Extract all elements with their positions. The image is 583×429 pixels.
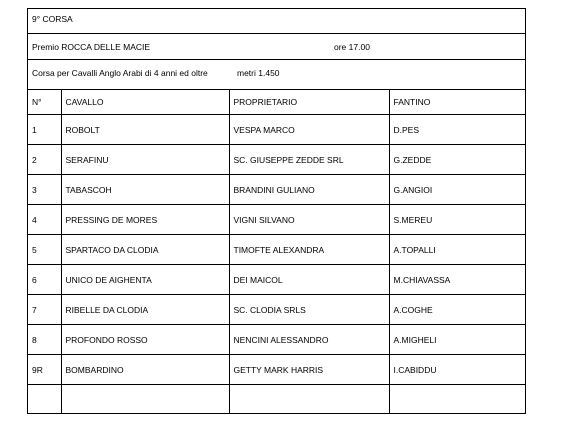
race-description: Corsa per Cavalli Anglo Arabi di 4 anni ed oltre [32, 68, 208, 78]
table-row [28, 115, 525, 145]
owner-cell: BRANDINI GULIANO [229, 175, 389, 205]
jockey-cell: G.ANGIOI [389, 175, 525, 205]
jockey-cell [389, 385, 525, 414]
table-row [28, 385, 525, 414]
number-cell: 8 [28, 325, 61, 355]
header-horse: CAVALLO [61, 90, 229, 115]
number-cell [28, 385, 61, 414]
premio-row [28, 34, 525, 60]
table-row [28, 355, 525, 385]
table-row [28, 205, 525, 235]
owner-cell: GETTY MARK HARRIS [229, 355, 389, 385]
table-row [28, 295, 525, 325]
table-row [28, 265, 525, 295]
jockey-cell: I.CABIDDU [389, 355, 525, 385]
race-card [27, 8, 526, 414]
jockey-cell: M.CHIAVASSA [389, 265, 525, 295]
number-cell: 9R [28, 355, 61, 385]
horse-cell: PRESSING DE MORES [61, 205, 229, 235]
table-row [28, 175, 525, 205]
number-cell: 3 [28, 175, 61, 205]
premio-name: Premio ROCCA DELLE MACIE [32, 42, 151, 52]
race-title: 9° CORSA [32, 14, 73, 24]
horse-cell: BOMBARDINO [61, 355, 229, 385]
horse-cell: ROBOLT [61, 115, 229, 145]
race-distance: metri 1.450 [237, 68, 280, 78]
jockey-cell: G.ZEDDE [389, 145, 525, 175]
race-time: ore 17.00 [334, 42, 370, 52]
description-row [28, 60, 525, 90]
horse-cell: RIBELLE DA CLODIA [61, 295, 229, 325]
horse-cell: SPARTACO DA CLODIA [61, 235, 229, 265]
number-cell: 5 [28, 235, 61, 265]
jockey-cell: S.MEREU [389, 205, 525, 235]
owner-cell: SC. CLODIA SRLS [229, 295, 389, 325]
jockey-cell: A.MIGHELI [389, 325, 525, 355]
horse-cell [61, 385, 229, 414]
horse-cell: UNICO DE AIGHENTA [61, 265, 229, 295]
number-cell: 6 [28, 265, 61, 295]
horse-cell: SERAFINU [61, 145, 229, 175]
number-cell: 2 [28, 145, 61, 175]
table-header-row [28, 90, 525, 115]
number-cell: 1 [28, 115, 61, 145]
header-jockey: FANTINO [389, 90, 525, 115]
jockey-cell: A.TOPALLI [389, 235, 525, 265]
table-row [28, 325, 525, 355]
table-row [28, 145, 525, 175]
owner-cell: VESPA MARCO [229, 115, 389, 145]
owner-cell: DEI MAICOL [229, 265, 389, 295]
owner-cell: VIGNI SILVANO [229, 205, 389, 235]
header-owner: PROPRIETARIO [229, 90, 389, 115]
number-cell: 7 [28, 295, 61, 325]
runners-table [28, 90, 525, 413]
table-row [28, 235, 525, 265]
owner-cell: NENCINI ALESSANDRO [229, 325, 389, 355]
owner-cell: SC. GIUSEPPE ZEDDE SRL [229, 145, 389, 175]
number-cell: 4 [28, 205, 61, 235]
header-number: N° [28, 90, 61, 115]
owner-cell: TIMOFTE ALEXANDRA [229, 235, 389, 265]
horse-cell: TABASCOH [61, 175, 229, 205]
owner-cell [229, 385, 389, 414]
horse-cell: PROFONDO ROSSO [61, 325, 229, 355]
jockey-cell: A.COGHE [389, 295, 525, 325]
jockey-cell: D.PES [389, 115, 525, 145]
race-title-row [28, 9, 525, 34]
